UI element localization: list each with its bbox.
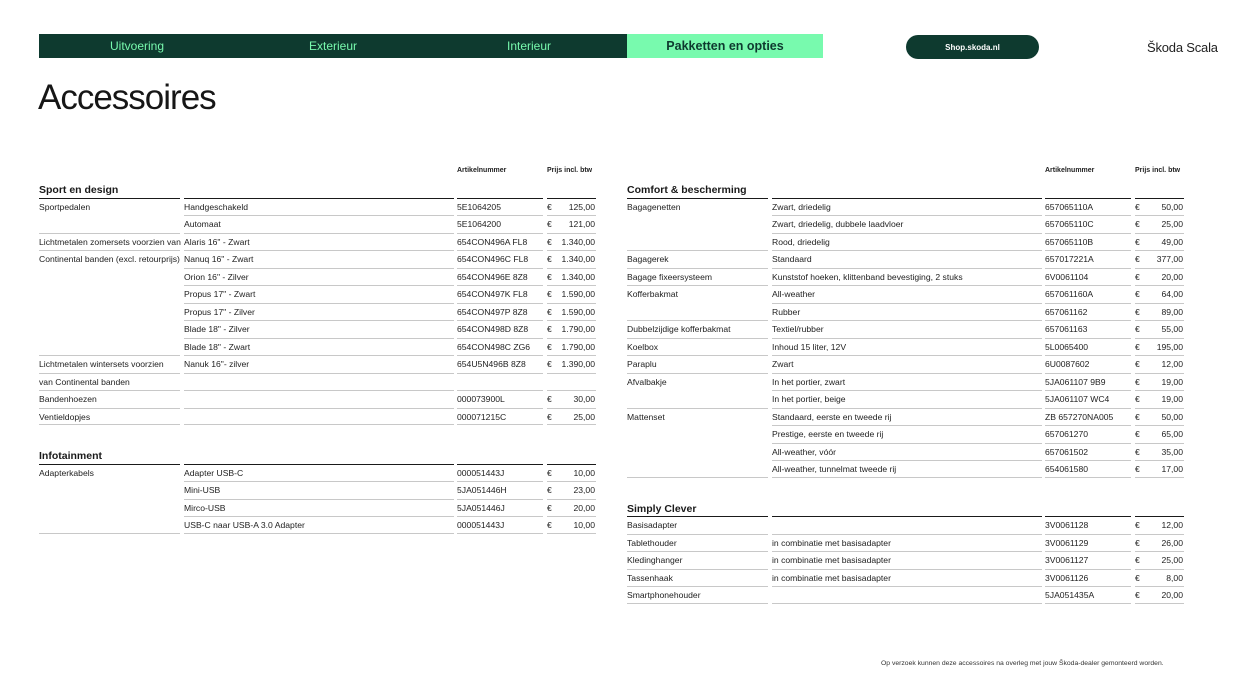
price-cell — [1135, 268, 1184, 286]
brand-name: Škoda Scala — [1147, 40, 1218, 55]
description-cell — [184, 408, 454, 426]
section-title: Comfort & bescherming — [627, 184, 747, 196]
table-row — [627, 285, 1184, 303]
currency-symbol: € — [1135, 555, 1140, 565]
footer-note: Op verzoek kunnen deze accessoires na overleg met jouw Škoda-dealer gemonteerd worden. — [881, 660, 1164, 667]
price-value: 1.340,00 — [561, 271, 595, 282]
currency-symbol: € — [547, 306, 552, 317]
article-number-cell: 654CON498D 8Z8 — [457, 320, 543, 338]
currency-symbol: € — [1135, 306, 1140, 317]
section-title: Simply Clever — [627, 502, 697, 515]
category-cell — [627, 303, 768, 321]
description-cell: Nanuk 16"- zilver — [184, 355, 454, 373]
right-accessories-table — [627, 163, 1184, 604]
description-cell — [772, 516, 1042, 534]
article-number-cell: 657061162 — [1045, 303, 1131, 321]
currency-symbol: € — [1135, 537, 1140, 548]
table-row — [627, 586, 1184, 604]
price-value: 10,00 — [573, 467, 595, 478]
currency-symbol: € — [547, 394, 552, 404]
article-number-cell — [457, 373, 543, 391]
price-cell — [1135, 373, 1184, 391]
price-cell — [1135, 285, 1184, 303]
price-value: 1.590,00 — [561, 289, 595, 299]
page-title: Accessoires — [38, 78, 216, 117]
table-row — [39, 198, 596, 216]
price-cell — [547, 250, 596, 268]
price-value: 19,00 — [1161, 376, 1183, 387]
description-cell: Mini-USB — [184, 481, 454, 499]
price-value: 121,00 — [568, 219, 595, 229]
currency-symbol: € — [547, 467, 552, 478]
shop-link-button[interactable]: Shop.skoda.nl — [906, 35, 1039, 59]
price-cell — [547, 516, 596, 534]
description-cell: In het portier, beige — [772, 390, 1042, 408]
table-row — [39, 499, 596, 517]
category-cell: Dubbelzijdige kofferbakmat — [627, 320, 768, 338]
category-cell: Bagage fixeersysteem — [627, 268, 768, 286]
article-number-cell: 5L0065400 — [1045, 338, 1131, 356]
table-row — [39, 516, 596, 534]
currency-symbol: € — [1135, 572, 1140, 583]
category-cell: Adapterkabels — [39, 464, 180, 482]
price-value: 89,00 — [1161, 306, 1183, 317]
price-cell — [1135, 586, 1184, 604]
description-cell: Standaard — [772, 250, 1042, 268]
category-cell — [39, 285, 180, 303]
section-spacer — [39, 425, 596, 443]
description-cell: In het portier, zwart — [772, 373, 1042, 391]
description-cell: Standaard, eerste en tweede rij — [772, 408, 1042, 426]
price-value: 25,00 — [573, 411, 595, 422]
table-row — [627, 516, 1184, 534]
table-row — [627, 338, 1184, 356]
currency-symbol: € — [1135, 376, 1140, 387]
currency-symbol: € — [1135, 271, 1140, 282]
artikelnummer-header: Artikelnummer — [1045, 167, 1095, 174]
currency-symbol: € — [1135, 324, 1140, 334]
currency-symbol: € — [1135, 590, 1140, 600]
description-cell — [184, 390, 454, 408]
category-cell — [39, 481, 180, 499]
article-number-cell: 654U5N496B 8Z8 — [457, 355, 543, 373]
price-value: 49,00 — [1161, 236, 1183, 247]
category-cell: Mattenset — [627, 408, 768, 426]
table-row — [627, 443, 1184, 461]
price-value: 20,00 — [1161, 271, 1183, 282]
article-number-cell: 657061160A — [1045, 285, 1131, 303]
description-cell: in combinatie met basisadapter — [772, 534, 1042, 552]
prijs-header: Prijs incl. btw — [1135, 167, 1181, 174]
article-number-cell: ZB 657270NA005 — [1045, 408, 1131, 426]
price-cell — [1135, 390, 1184, 408]
price-value: 25,00 — [1161, 219, 1183, 229]
price-value: 1.790,00 — [561, 341, 595, 352]
currency-symbol: € — [547, 271, 552, 282]
price-value: 35,00 — [1161, 446, 1183, 457]
article-number-cell: 6V0061104 — [1045, 268, 1131, 286]
section-title: Sport en design — [39, 184, 119, 196]
price-value: 50,00 — [1161, 201, 1183, 212]
description-cell: Orion 16" - Zilver — [184, 268, 454, 286]
table-row — [39, 268, 596, 286]
price-value: 1.790,00 — [561, 324, 595, 334]
price-cell — [1135, 215, 1184, 233]
article-number-cell: 5E1064205 — [457, 198, 543, 216]
category-cell: Kledinghanger — [627, 551, 768, 569]
description-cell: Adapter USB-C — [184, 464, 454, 482]
category-cell: Bagagenetten — [627, 198, 768, 216]
category-cell: Continental banden (excl. retourprijs) — [39, 250, 180, 268]
price-value: 55,00 — [1161, 324, 1183, 334]
currency-symbol: € — [547, 236, 552, 247]
article-number-cell: 654CON496E 8Z8 — [457, 268, 543, 286]
price-cell — [547, 464, 596, 482]
currency-symbol: € — [1135, 341, 1140, 352]
table-row — [627, 460, 1184, 478]
left-accessories-table — [39, 163, 596, 534]
table-row — [39, 464, 596, 482]
section-spacer — [627, 478, 1184, 496]
category-cell — [627, 443, 768, 461]
article-number-cell: 5E1064200 — [457, 215, 543, 233]
description-cell: Inhoud 15 liter, 12V — [772, 338, 1042, 356]
price-cell — [547, 338, 596, 356]
price-value: 1.340,00 — [561, 236, 595, 247]
description-cell: in combinatie met basisadapter — [772, 569, 1042, 587]
table-row — [39, 338, 596, 356]
currency-symbol: € — [1135, 359, 1140, 369]
category-cell: Kofferbakmat — [627, 285, 768, 303]
description-cell: Mirco-USB — [184, 499, 454, 517]
description-cell: Propus 17" - Zwart — [184, 285, 454, 303]
article-number-cell: 657061502 — [1045, 443, 1131, 461]
category-cell — [627, 425, 768, 443]
article-number-cell: 000071215C — [457, 408, 543, 426]
article-number-cell: 654061580 — [1045, 460, 1131, 478]
article-number-cell: 5JA051446H — [457, 481, 543, 499]
price-value: 64,00 — [1161, 289, 1183, 299]
table-row — [627, 569, 1184, 587]
table-row — [39, 215, 596, 233]
currency-symbol: € — [547, 520, 552, 530]
category-cell — [627, 390, 768, 408]
category-cell: Bandenhoezen — [39, 390, 180, 408]
price-cell — [547, 373, 596, 391]
category-cell — [39, 303, 180, 321]
price-value: 17,00 — [1161, 464, 1183, 474]
currency-symbol: € — [1135, 429, 1140, 439]
article-number-cell: 657065110C — [1045, 215, 1131, 233]
tab-interieur[interactable]: Interieur — [506, 39, 552, 53]
currency-symbol: € — [547, 289, 552, 299]
category-cell: Lichtmetalen zomersets voorzien van — [39, 233, 180, 251]
article-number-cell: 654CON496A FL8 — [457, 233, 543, 251]
table-row — [627, 215, 1184, 233]
article-number-cell: 657065110B — [1045, 233, 1131, 251]
price-value: 65,00 — [1161, 429, 1183, 439]
table-row — [627, 390, 1184, 408]
table-row — [627, 198, 1184, 216]
price-cell — [1135, 303, 1184, 321]
article-number-cell: 000073900L — [457, 390, 543, 408]
currency-symbol: € — [547, 359, 552, 369]
price-cell — [1135, 443, 1184, 461]
category-cell — [39, 338, 180, 356]
price-value: 1.390,00 — [561, 359, 595, 369]
price-cell — [1135, 516, 1184, 534]
table-row — [627, 425, 1184, 443]
currency-symbol: € — [1135, 236, 1140, 247]
description-cell: Nanuq 16" - Zwart — [184, 250, 454, 268]
category-cell: Ventieldopjes — [39, 408, 180, 426]
table-row — [39, 373, 596, 391]
description-cell: Zwart, driedelig, dubbele laadvloer — [772, 215, 1042, 233]
table-row — [627, 551, 1184, 569]
currency-symbol: € — [547, 411, 552, 422]
price-value: 8,00 — [1166, 572, 1183, 583]
article-number-cell: 657061270 — [1045, 425, 1131, 443]
table-row — [627, 233, 1184, 251]
description-cell — [772, 586, 1042, 604]
price-cell — [1135, 569, 1184, 587]
category-cell: Bagagerek — [627, 250, 768, 268]
description-cell: Alaris 16" - Zwart — [184, 233, 454, 251]
article-number-cell: 654CON497K FL8 — [457, 285, 543, 303]
price-value: 25,00 — [1161, 555, 1183, 565]
currency-symbol: € — [1135, 520, 1140, 530]
category-cell — [627, 233, 768, 251]
description-cell: USB-C naar USB-A 3.0 Adapter — [184, 516, 454, 534]
description-cell: Blade 18" - Zwart — [184, 338, 454, 356]
category-cell: Basisadapter — [627, 516, 768, 534]
category-cell: Smartphonehouder — [627, 586, 768, 604]
table-row — [39, 233, 596, 251]
price-cell — [547, 198, 596, 216]
article-number-cell: 657061163 — [1045, 320, 1131, 338]
tab-exterieur[interactable]: Exterieur — [308, 39, 358, 53]
article-number-cell: 5JA061107 9B9 — [1045, 373, 1131, 391]
article-number-cell: 5JA051446J — [457, 499, 543, 517]
price-value: 125,00 — [568, 201, 595, 212]
currency-symbol: € — [1135, 464, 1140, 474]
table-row — [627, 355, 1184, 373]
price-cell — [547, 481, 596, 499]
price-cell — [547, 499, 596, 517]
table-row — [627, 373, 1184, 391]
article-number-cell: 657017221A — [1045, 250, 1131, 268]
currency-symbol: € — [547, 201, 552, 212]
price-cell — [547, 233, 596, 251]
table-column-headers — [627, 163, 1184, 177]
category-cell: Koelbox — [627, 338, 768, 356]
description-cell: All-weather, tunnelmat tweede rij — [772, 460, 1042, 478]
category-cell: Sportpedalen — [39, 198, 180, 216]
price-value: 12,00 — [1161, 520, 1183, 530]
table-row — [39, 390, 596, 408]
description-cell: Propus 17" - Zilver — [184, 303, 454, 321]
price-cell — [547, 408, 596, 426]
description-cell: Rubber — [772, 303, 1042, 321]
price-cell — [1135, 320, 1184, 338]
prijs-header: Prijs incl. btw — [547, 167, 593, 174]
currency-symbol: € — [1135, 289, 1140, 299]
price-value: 377,00 — [1156, 254, 1183, 264]
table-row — [39, 408, 596, 426]
table-row — [627, 320, 1184, 338]
table-row — [39, 303, 596, 321]
price-cell — [1135, 198, 1184, 216]
currency-symbol: € — [547, 502, 552, 513]
price-value: 195,00 — [1156, 341, 1183, 352]
description-cell: Kunststof hoeken, klittenband bevestiging, 2 stuks — [772, 268, 1042, 286]
description-cell: Blade 18" - Zilver — [184, 320, 454, 338]
price-value: 30,00 — [573, 394, 595, 404]
description-cell: Zwart, driedelig — [772, 198, 1042, 216]
table-row — [39, 355, 596, 373]
price-cell — [1135, 355, 1184, 373]
artikelnummer-header: Artikelnummer — [457, 167, 507, 174]
category-cell: Tassenhaak — [627, 569, 768, 587]
article-number-cell: 3V0061129 — [1045, 534, 1131, 552]
table-row — [39, 250, 596, 268]
price-value: 23,00 — [573, 485, 595, 495]
price-cell — [1135, 408, 1184, 426]
section-title: Infotainment — [39, 450, 102, 462]
description-cell — [184, 373, 454, 391]
article-number-cell: 654CON498C ZG6 — [457, 338, 543, 356]
price-value: 10,00 — [573, 520, 595, 530]
price-value: 12,00 — [1161, 359, 1183, 369]
article-number-cell: 5JA061107 WC4 — [1045, 390, 1131, 408]
price-cell — [547, 215, 596, 233]
category-cell: Afvalbakje — [627, 373, 768, 391]
price-cell — [1135, 250, 1184, 268]
category-cell — [39, 516, 180, 534]
article-number-cell: 3V0061128 — [1045, 516, 1131, 534]
price-value: 50,00 — [1161, 411, 1183, 422]
category-cell: Tablethouder — [627, 534, 768, 552]
article-number-cell: 6U0087602 — [1045, 355, 1131, 373]
description-cell: Rood, driedelig — [772, 233, 1042, 251]
category-cell: van Continental banden — [39, 373, 180, 391]
table-row — [627, 250, 1184, 268]
currency-symbol: € — [1135, 446, 1140, 457]
price-cell — [547, 268, 596, 286]
description-cell: Prestige, eerste en tweede rij — [772, 425, 1042, 443]
price-cell — [547, 320, 596, 338]
category-cell — [39, 215, 180, 233]
article-number-cell: 3V0061127 — [1045, 551, 1131, 569]
price-cell — [1135, 338, 1184, 356]
category-cell — [39, 268, 180, 286]
table-row — [627, 303, 1184, 321]
description-cell: Automaat — [184, 215, 454, 233]
currency-symbol: € — [547, 324, 552, 334]
category-cell — [627, 215, 768, 233]
table-row — [627, 534, 1184, 552]
article-number-cell: 657065110A — [1045, 198, 1131, 216]
price-value: 1.340,00 — [561, 254, 595, 264]
article-number-cell: 000051443J — [457, 464, 543, 482]
description-cell: in combinatie met basisadapter — [772, 551, 1042, 569]
article-number-cell: 654CON497P 8Z8 — [457, 303, 543, 321]
price-value: 19,00 — [1161, 394, 1183, 404]
currency-symbol: € — [547, 254, 552, 264]
price-value: 20,00 — [1161, 590, 1183, 600]
category-cell: Paraplu — [627, 355, 768, 373]
tab-uitvoering[interactable]: Uitvoering — [109, 39, 165, 53]
category-cell — [627, 460, 768, 478]
table-row — [627, 268, 1184, 286]
price-value: 1.590,00 — [561, 306, 595, 317]
price-cell — [1135, 460, 1184, 478]
tab-pakketten-en-opties[interactable]: Pakketten en opties — [627, 34, 823, 58]
currency-symbol: € — [547, 485, 552, 495]
currency-symbol: € — [1135, 219, 1140, 229]
currency-symbol: € — [1135, 254, 1140, 264]
currency-symbol: € — [547, 219, 552, 229]
currency-symbol: € — [1135, 201, 1140, 212]
description-cell: Zwart — [772, 355, 1042, 373]
top-navigation — [39, 34, 823, 58]
article-number-cell: 3V0061126 — [1045, 569, 1131, 587]
price-cell — [547, 303, 596, 321]
price-cell — [547, 390, 596, 408]
description-cell: All-weather, vóór — [772, 443, 1042, 461]
description-cell: All-weather — [772, 285, 1042, 303]
article-number-cell: 654CON496C FL8 — [457, 250, 543, 268]
price-value: 20,00 — [573, 502, 595, 513]
table-row — [39, 285, 596, 303]
table-column-headers — [39, 163, 596, 177]
price-cell — [1135, 233, 1184, 251]
description-cell: Handgeschakeld — [184, 198, 454, 216]
category-cell — [39, 499, 180, 517]
article-number-cell: 000051443J — [457, 516, 543, 534]
table-row — [627, 408, 1184, 426]
price-cell — [1135, 534, 1184, 552]
description-cell: Textiel/rubber — [772, 320, 1042, 338]
currency-symbol: € — [1135, 411, 1140, 422]
price-cell — [1135, 551, 1184, 569]
table-row — [39, 481, 596, 499]
currency-symbol: € — [547, 341, 552, 352]
article-number-cell: 5JA051435A — [1045, 586, 1131, 604]
category-cell — [39, 320, 180, 338]
price-cell — [547, 285, 596, 303]
price-value: 26,00 — [1161, 537, 1183, 548]
price-cell — [1135, 425, 1184, 443]
table-row — [39, 320, 596, 338]
category-cell: Lichtmetalen wintersets voorzien — [39, 355, 180, 373]
price-cell — [547, 355, 596, 373]
currency-symbol: € — [1135, 394, 1140, 404]
